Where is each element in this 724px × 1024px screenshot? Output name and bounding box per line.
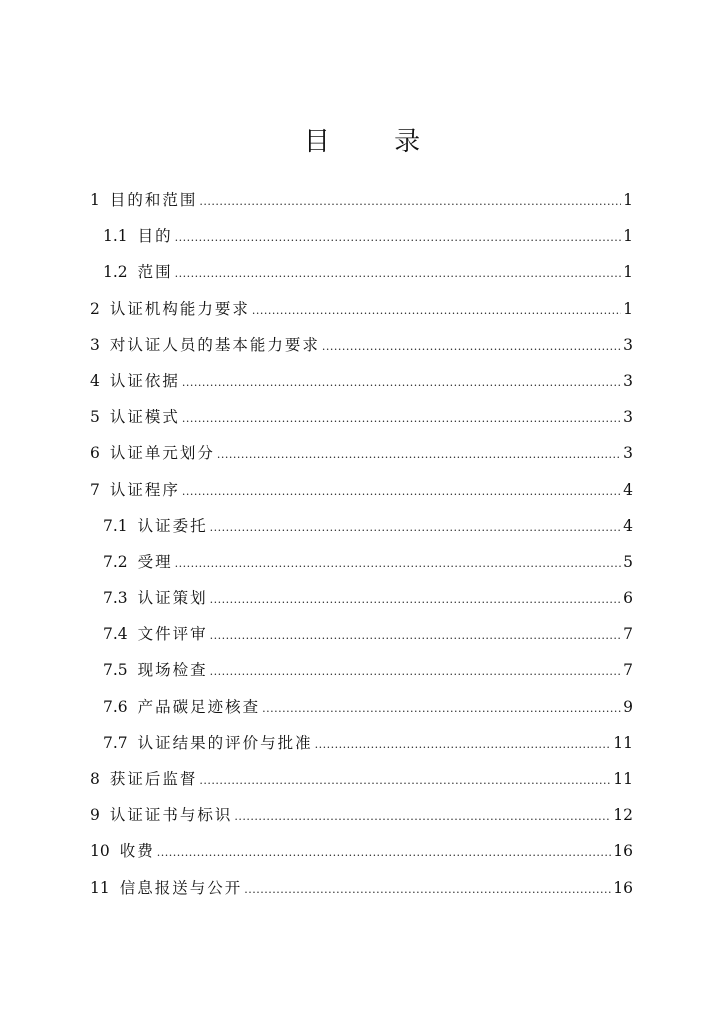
- toc-entry-page-number: 11: [613, 770, 633, 788]
- toc-entry-title: 认证依据: [109, 371, 180, 390]
- toc-entry-title: 认证证书与标识: [109, 806, 233, 825]
- toc-entry[interactable]: [90, 363, 633, 399]
- toc-entry-page-number: 1: [623, 299, 633, 318]
- toc-entry-title: 信息报送与公开: [119, 878, 243, 897]
- toc-entry-number: 7.7: [103, 733, 128, 752]
- toc-entry-number: 11: [90, 878, 110, 897]
- toc-entry-number: 7.1: [103, 516, 128, 535]
- toc-entry-page-number: 9: [623, 697, 633, 716]
- toc-entry-number: 7.2: [103, 552, 128, 571]
- toc-entry-title: 对认证人员的基本能力要求: [109, 335, 320, 354]
- toc-entry-number: 2: [90, 299, 100, 318]
- toc-dot-leader: [210, 510, 621, 546]
- toc-dot-leader: [322, 329, 621, 365]
- toc-entry[interactable]: [90, 870, 633, 906]
- toc-entry[interactable]: [90, 399, 633, 435]
- toc-entry[interactable]: [90, 327, 633, 363]
- toc-entry-title: 认证单元划分: [109, 444, 215, 463]
- toc-entry-number: 8: [90, 770, 100, 788]
- toc-entry-number: 7.5: [103, 661, 128, 680]
- toc-entry[interactable]: [90, 254, 633, 290]
- toc-dot-leader: [175, 220, 621, 256]
- toc-dot-leader: [315, 727, 612, 763]
- toc-entry-page-number: 7: [623, 625, 633, 644]
- toc-entry-page-number: 3: [623, 335, 633, 354]
- toc-entry[interactable]: [90, 580, 633, 616]
- toc-dot-leader: [262, 691, 621, 727]
- toc-entry[interactable]: [90, 508, 633, 544]
- toc-entry[interactable]: [90, 435, 633, 471]
- toc-dot-leader: [252, 293, 621, 329]
- toc-dot-leader: [244, 872, 611, 908]
- toc-entry-title: 获证后监督: [109, 770, 198, 788]
- toc-entry-title: 认证结果的评价与批准: [137, 733, 313, 752]
- toc-entry-number: 7.3: [103, 589, 128, 608]
- toc-entry-number: 10: [90, 842, 110, 861]
- toc-entry-page-number: 16: [613, 878, 633, 897]
- toc-dot-leader: [175, 546, 621, 582]
- toc-entry-number: 1.2: [103, 263, 128, 282]
- toc-entry-title: 文件评审: [137, 625, 208, 644]
- toc-entry-page-number: 1: [623, 263, 633, 282]
- toc-entry-number: 3: [90, 335, 100, 354]
- toc-entry-title: 目的和范围: [109, 191, 198, 209]
- toc-entry-page-number: 3: [623, 371, 633, 390]
- toc-entry[interactable]: [90, 291, 633, 327]
- toc-entry-page-number: 6: [623, 589, 633, 608]
- toc-entry-number: 7.6: [103, 697, 128, 716]
- toc-entry[interactable]: [90, 182, 633, 218]
- toc-entry-title: 认证机构能力要求: [109, 299, 250, 318]
- toc-entry[interactable]: [90, 652, 633, 688]
- toc-entry-title: 认证程序: [109, 480, 180, 499]
- toc-entry[interactable]: [90, 689, 633, 725]
- toc-entry-number: 1: [90, 191, 100, 209]
- toc-entry-page-number: 5: [623, 552, 633, 571]
- toc-entry-title: 收费: [119, 842, 155, 861]
- toc-dot-leader: [217, 437, 621, 473]
- toc-dot-leader: [175, 256, 621, 292]
- toc-dot-leader: [199, 184, 621, 220]
- toc-entry[interactable]: [90, 472, 633, 508]
- toc-entry-page-number: 12: [613, 806, 633, 825]
- toc-entry-page-number: 16: [613, 842, 633, 861]
- toc-entry[interactable]: [90, 544, 633, 580]
- toc-entry-number: 7.4: [103, 625, 128, 644]
- toc-entry-page-number: 3: [623, 444, 633, 463]
- toc-entry-title: 认证策划: [137, 589, 208, 608]
- toc-entry[interactable]: [90, 218, 633, 254]
- toc-entry-title: 受理: [137, 552, 173, 571]
- toc-entry-page-number: 11: [613, 733, 633, 752]
- toc-dot-leader: [182, 401, 621, 437]
- toc-dot-leader: [234, 799, 611, 835]
- toc-entry-page-number: 7: [623, 661, 633, 680]
- toc-entry-title: 产品碳足迹核查: [137, 697, 261, 716]
- toc-entry-page-number: 3: [623, 408, 633, 427]
- toc-entry-title: 认证模式: [109, 408, 180, 427]
- toc-entry-page-number: 4: [623, 516, 633, 535]
- toc-entry-page-number: 1: [623, 227, 633, 246]
- toc-entry[interactable]: [90, 761, 633, 797]
- toc-dot-leader: [210, 654, 621, 690]
- toc-entry-title: 现场检查: [137, 661, 208, 680]
- toc-entry-number: 7: [90, 480, 100, 499]
- toc-entry[interactable]: [90, 616, 633, 652]
- table-of-contents: [90, 182, 633, 906]
- toc-dot-leader: [157, 835, 612, 871]
- toc-entry-title: 认证委托: [137, 516, 208, 535]
- toc-entry-number: 9: [90, 806, 100, 825]
- toc-entry[interactable]: [90, 725, 633, 761]
- toc-entry-number: 5: [90, 408, 100, 427]
- toc-entry-number: 1.1: [103, 227, 128, 246]
- toc-entry[interactable]: [90, 797, 633, 833]
- toc-entry-page-number: 4: [623, 480, 633, 499]
- toc-entry[interactable]: [90, 833, 633, 869]
- toc-entry-number: 4: [90, 371, 100, 390]
- toc-dot-leader: [182, 474, 621, 510]
- toc-dot-leader: [182, 365, 621, 401]
- toc-title: 目 录: [303, 127, 449, 157]
- toc-entry-page-number: 1: [623, 191, 633, 209]
- toc-entry-title: 范围: [137, 263, 173, 282]
- toc-entry-title: 目的: [137, 227, 173, 246]
- toc-dot-leader: [210, 582, 621, 618]
- toc-dot-leader: [199, 763, 611, 799]
- toc-entry-number: 6: [90, 444, 100, 463]
- toc-dot-leader: [210, 618, 621, 654]
